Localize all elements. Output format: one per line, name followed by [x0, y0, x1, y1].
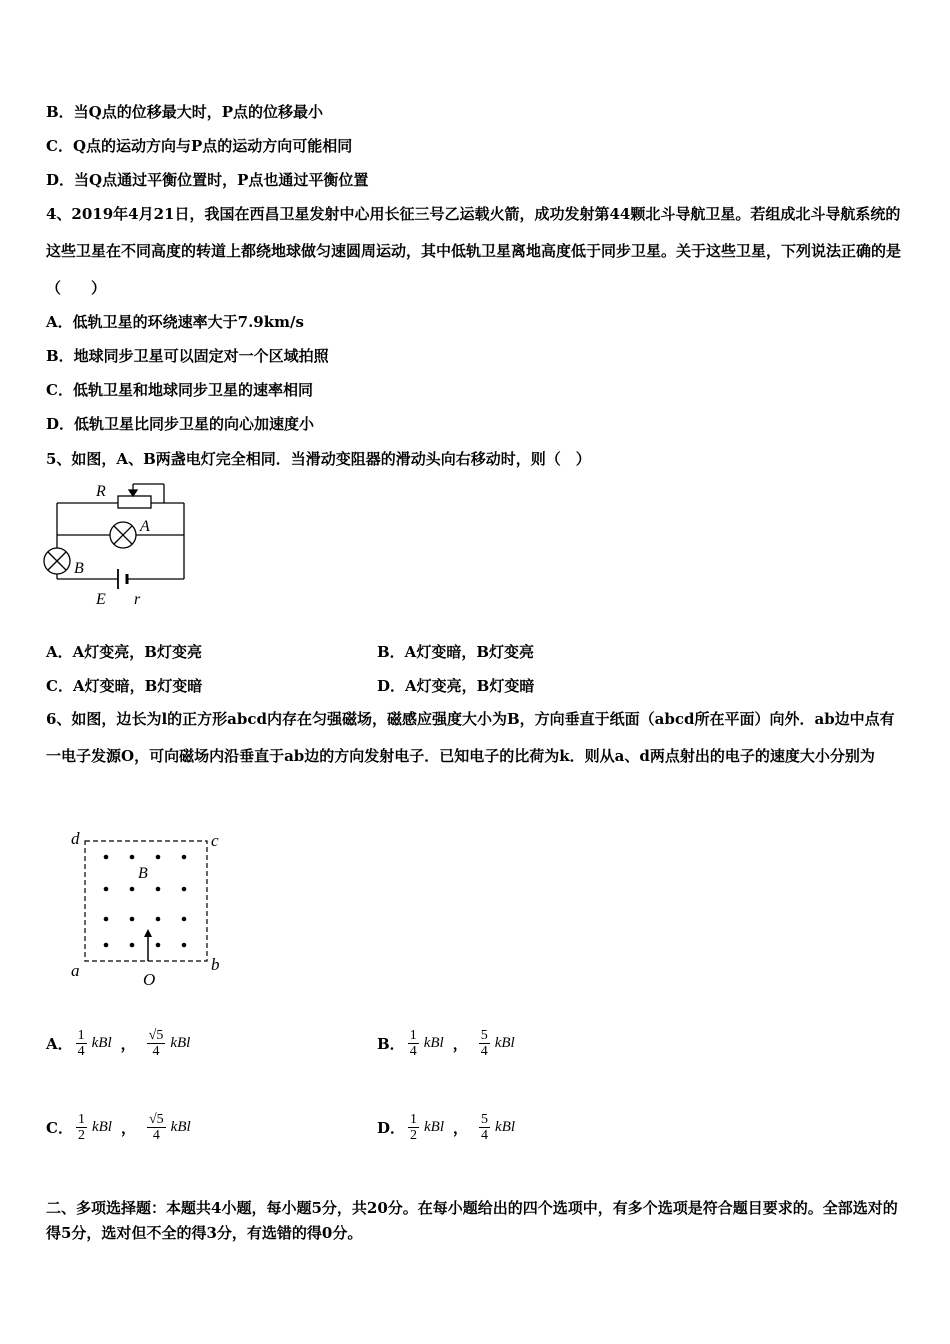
label-emf: E: [96, 591, 106, 608]
label-lamp-b: B: [74, 560, 84, 577]
label-field-b: B: [138, 865, 148, 882]
q6-option-c: C． $\frac{1}{2}$ kBl ， $\frac{√5}{4}$ kBl: [46, 1112, 191, 1143]
q4-option-a: A．低轨卫星的环绕速率大于7.9km/s: [46, 313, 304, 331]
q4-option-b: B．地球同步卫星可以固定对一个区域拍照: [46, 347, 329, 365]
label-lamp-a: A: [140, 518, 150, 535]
label-c: c: [211, 831, 219, 850]
label-o: O: [143, 970, 156, 989]
q5-stem: 5、如图，A、B两盏电灯完全相同．当滑动变阻器的滑动头向右移动时，则（ ）: [46, 450, 591, 468]
q3-option-d: D．当Q点通过平衡位置时，P点也通过平衡位置: [46, 171, 369, 189]
q3-option-b: B．当Q点的位移最大时，P点的位移最小: [46, 103, 324, 121]
q3-option-c: C．Q点的运动方向与P点的运动方向可能相同: [46, 137, 353, 155]
magnetic-field-diagram: [60, 822, 230, 992]
q5-option-d: D．A灯变亮，B灯变暗: [377, 677, 535, 695]
q5-option-a: A．A灯变亮，B灯变亮: [46, 643, 202, 661]
label-r: R: [96, 483, 106, 500]
label-b: b: [211, 955, 220, 974]
q6-stem: 6、如图，边长为l的正方形abcd内存在匀强磁场，磁感应强度大小为B，方向垂直于纸面（abcd所在平面）向外．ab边中点有一电子发源O，可向磁场内沿垂直于ab边的方向发射电子．已知电子的比荷为k．则从a、d两点射出的电子的速度大小分别为: [46, 710, 895, 765]
label-d: d: [71, 829, 80, 848]
q5-option-b: B．A灯变暗，B灯变亮: [377, 643, 534, 661]
q4-option-c: C．低轨卫星和地球同步卫星的速率相同: [46, 381, 313, 399]
circuit-diagram: [40, 476, 200, 616]
label-internal-r: r: [134, 591, 141, 608]
label-a: a: [71, 961, 80, 980]
q5-option-c: C．A灯变暗，B灯变暗: [46, 677, 203, 695]
section-2-instructions: 二、多项选择题：本题共4小题，每小题5分，共20分。在每小题给出的四个选项中，有多个选项是符合题目要求的。全部选对的得5分，选对但不全的得3分，有选错的得0分。: [46, 1199, 898, 1242]
q4-stem: 4、2019年4月21日，我国在西昌卫星发射中心用长征三号乙运载火箭，成功发射第44颗北斗导航卫星。若组成北斗导航系统的这些卫星在不同高度的转道上都绕地球做匀速圆周运动，其中低轨卫星离地高度低于同步卫星。关于这些卫星，下列说法正确的是（ ）: [46, 205, 902, 297]
q6-option-b: B． $\frac{1}{4}$ kBl ， $\frac{5}{4}$ kBl: [377, 1028, 515, 1059]
q6-option-a: A． $\frac{1}{4}$ kBl ， $\frac{√5}{4}$ kBl: [46, 1028, 191, 1059]
q6-option-d: D． $\frac{1}{2}$ kBl ， $\frac{5}{4}$ kBl: [377, 1112, 516, 1143]
q4-option-d: D．低轨卫星比同步卫星的向心加速度小: [46, 415, 315, 433]
